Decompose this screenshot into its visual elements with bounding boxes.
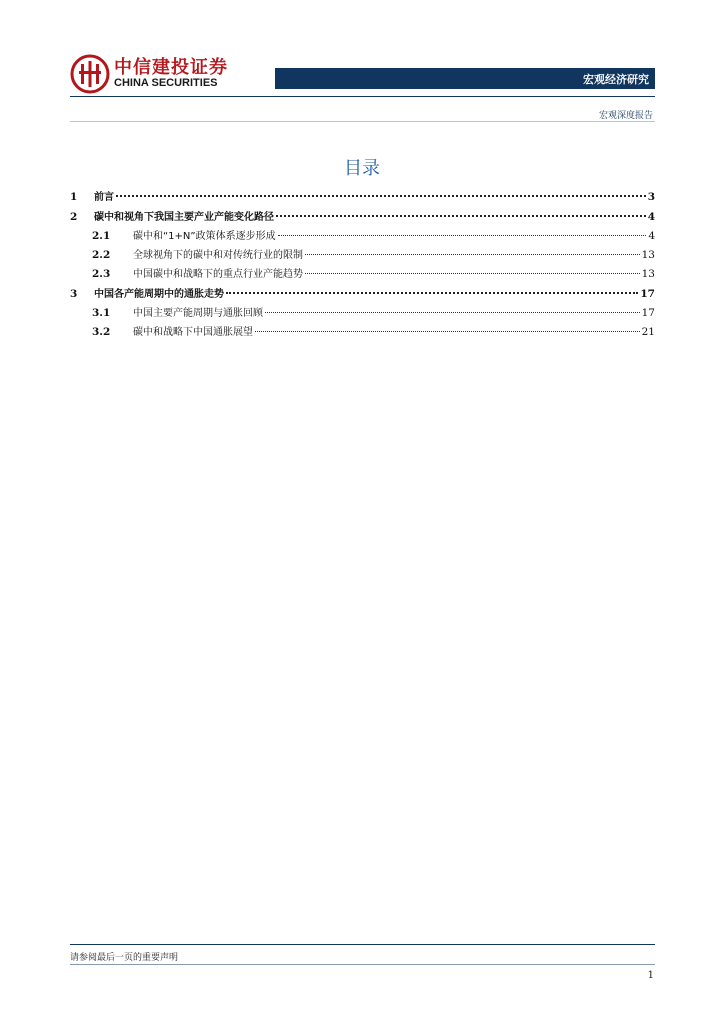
report-type-label: 宏观深度报告 [598, 111, 653, 121]
toc-leader-dots [276, 214, 646, 217]
footer-divider [70, 944, 655, 945]
toc-entry-page: 13 [641, 249, 655, 261]
toc-entry-page: 17 [640, 288, 655, 300]
toc-leader-dots [305, 253, 640, 255]
toc-entry-title: 中国主要产能周期与通胀回顾 [133, 308, 263, 319]
toc-leader-dots [116, 194, 646, 197]
toc-entry-title: 全球视角下的碳中和对传统行业的限制 [133, 250, 303, 261]
toc-entry-page: 21 [641, 326, 655, 338]
toc-leader-dots [226, 291, 638, 294]
toc-entry-title: 碳中和战略下中国通胀展望 [133, 327, 253, 338]
toc-leader-dots [265, 311, 640, 313]
toc-leader-dots [255, 330, 640, 332]
toc-entry-page: 4 [647, 211, 655, 223]
toc-entry[interactable] [70, 208, 655, 224]
toc-entry-page: 3 [647, 191, 655, 203]
toc-entry-title: 碳中和视角下我国主要产业产能变化路径 [94, 212, 274, 223]
section-label: 宏观经济研究 [583, 73, 649, 86]
brand-name-cn: 中信建投证券 [114, 57, 228, 78]
china-securities-logo [70, 54, 110, 94]
toc-entry[interactable] [70, 323, 655, 339]
toc-leader-dots [278, 234, 647, 236]
toc-entry-number: 2.2 [92, 249, 111, 261]
toc-entry-number: 3 [70, 288, 78, 300]
toc-entry-number: 3.2 [92, 326, 111, 338]
toc-leader-dots [305, 272, 640, 274]
toc-entry-title: 中国碳中和战略下的重点行业产能趋势 [133, 269, 303, 280]
header-bar [275, 68, 655, 89]
toc-entry[interactable] [70, 188, 655, 204]
footer-divider-secondary [70, 964, 655, 965]
toc-entry[interactable] [70, 304, 655, 320]
toc-entry-page: 17 [641, 307, 655, 319]
brand-name-en: CHINA SECURITIES [114, 77, 218, 89]
toc-entry-title: 碳中和“1+N”政策体系逐步形成 [133, 231, 276, 242]
toc-entry-page: 4 [648, 230, 655, 242]
toc-entry-number: 1 [70, 191, 78, 203]
disclaimer-note: 请参阅最后一页的重要声明 [70, 953, 179, 963]
toc-entry-title: 中国各产能周期中的通胀走势 [94, 289, 224, 300]
toc-entry-page: 13 [641, 268, 655, 280]
toc-entry-title: 前言 [94, 192, 114, 203]
toc-title: 目录 [344, 158, 380, 179]
subheader-divider [70, 121, 655, 122]
toc-entry[interactable] [70, 285, 655, 301]
page-number: 1 [647, 970, 654, 981]
toc-entry-number: 2 [70, 211, 78, 223]
toc-entry-number: 2.1 [92, 230, 111, 242]
header-divider [70, 96, 655, 97]
toc-entry[interactable] [70, 246, 655, 262]
toc-entry-number: 3.1 [92, 307, 111, 319]
toc-entry[interactable] [70, 227, 655, 243]
toc-entry-number: 2.3 [92, 268, 111, 280]
toc-entry[interactable] [70, 265, 655, 281]
